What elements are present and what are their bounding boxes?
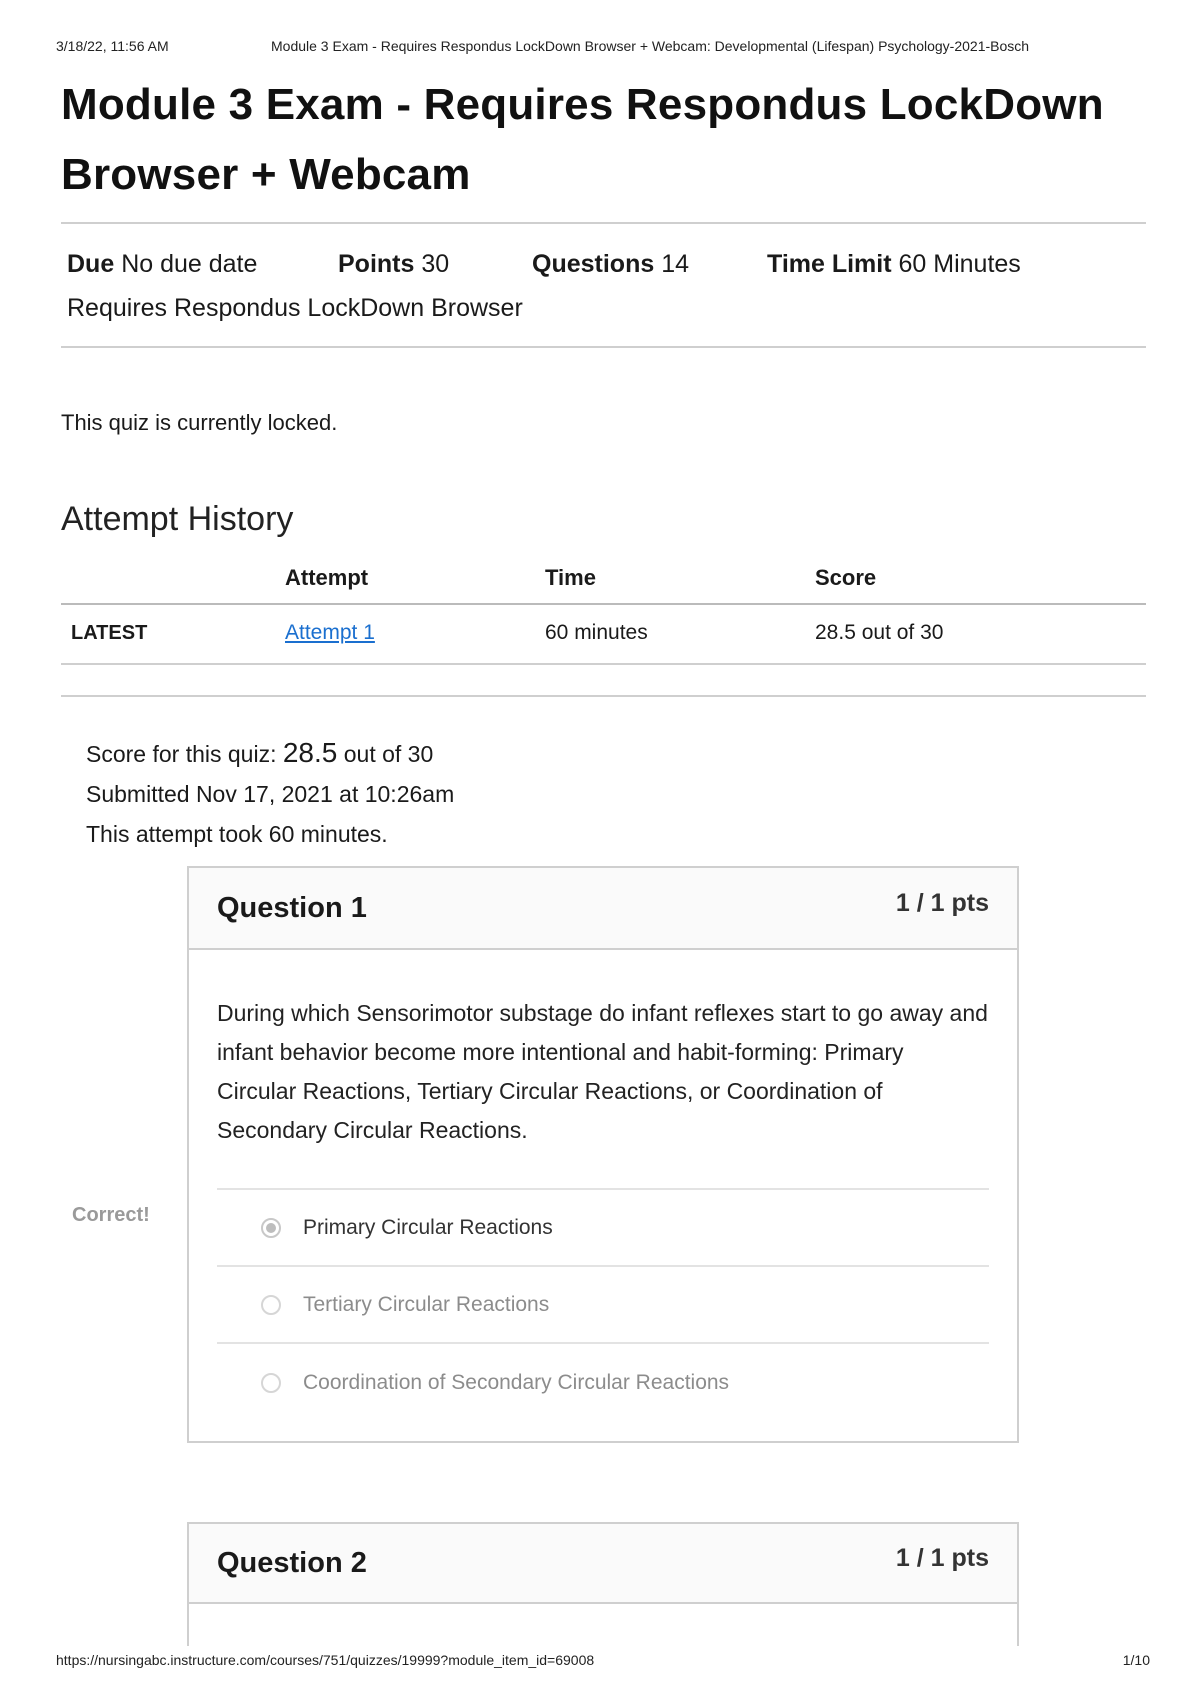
meta-questions-label: Questions (532, 250, 655, 278)
meta-time-limit-value: 60 Minutes (898, 250, 1021, 278)
score-suffix: out of 30 (337, 741, 434, 767)
quiz-score (86, 733, 1146, 774)
question-text: During which Sensorimotor substage do infant reflexes start to go away and infant behavior become more intentional and habit-forming: Primary Circular Reactions, Tertiary Circular Reactions, or Coordination of Secondary Circular Reactions. (217, 1000, 988, 1143)
question-card-2 (187, 1522, 1019, 1646)
question-header (189, 1524, 1017, 1604)
meta-points (338, 242, 449, 286)
radio-empty-icon (261, 1295, 281, 1315)
correct-indicator: Correct! (72, 1204, 150, 1226)
print-doc-title: Module 3 Exam - Requires Respondus LockDown Browser + Webcam: Developmental (Lifespan) Psychology-2021-Bosch (271, 38, 1030, 54)
answer-label: Coordination of Secondary Circular Reactions (303, 1370, 730, 1394)
answer-list (217, 1188, 989, 1421)
meta-questions (532, 242, 689, 286)
question-header (189, 868, 1017, 950)
answer-label: Tertiary Circular Reactions (303, 1292, 550, 1316)
question-title: Question 1 (217, 891, 367, 924)
question-card-1 (187, 866, 1019, 1443)
table-row (61, 604, 1146, 664)
column-header-time: Time (545, 559, 815, 604)
meta-questions-value: 14 (661, 250, 690, 278)
score-prefix: Score for this quiz: (86, 741, 283, 767)
meta-points-value: 30 (421, 250, 450, 278)
radio-empty-icon (261, 1373, 281, 1393)
score-value: 28.5 (282, 737, 338, 768)
attempt-score: 28.5 out of 30 (815, 604, 1146, 664)
attempt-1-link[interactable]: Attempt 1 (285, 621, 375, 644)
radio-selected-icon (261, 1218, 281, 1238)
submitted-time: Submitted Nov 17, 2021 at 10:26am (86, 781, 455, 807)
attempt-history-table (61, 559, 1146, 665)
question-title: Question 2 (217, 1546, 367, 1579)
column-header-score: Score (815, 559, 1146, 604)
answer-option (217, 1267, 989, 1344)
score-summary (61, 733, 1146, 854)
latest-tag: LATEST (61, 604, 285, 664)
page-number: 1/10 (1122, 1652, 1150, 1668)
question-points: 1 / 1 pts (895, 1543, 989, 1572)
meta-due-value: No due date (121, 250, 258, 278)
meta-points-label: Points (338, 250, 415, 278)
attempt-time: 60 minutes (545, 604, 815, 664)
attempt-duration: This attempt took 60 minutes. (86, 821, 388, 847)
page-title: Module 3 Exam - Requires Respondus LockDown Browser + Webcam (61, 80, 1104, 199)
print-datetime: 3/18/22, 11:56 AM (56, 38, 169, 54)
table-header-row (61, 559, 1146, 604)
meta-time-limit-label: Time Limit (767, 250, 892, 278)
answer-option (217, 1190, 989, 1267)
divider (61, 695, 1146, 697)
meta-due (67, 242, 257, 286)
meta-time-limit (767, 242, 1021, 286)
locked-message: This quiz is currently locked. (61, 410, 338, 435)
divider (61, 346, 1146, 348)
question-points: 1 / 1 pts (895, 888, 989, 917)
print-url: https://nursingabc.instructure.com/courses/751/quizzes/19999?module_item_id=69008 (56, 1652, 595, 1668)
column-header-attempt: Attempt (285, 559, 545, 604)
main-content (61, 70, 1146, 854)
answer-option (217, 1344, 989, 1421)
column-header (61, 559, 285, 604)
meta-requirement: Requires Respondus LockDown Browser (67, 294, 523, 322)
meta-due-label: Due (67, 250, 115, 278)
quiz-meta (61, 224, 1146, 346)
answer-label: Primary Circular Reactions (303, 1215, 553, 1239)
question-body (189, 950, 1017, 1441)
attempt-history-heading: Attempt History (61, 500, 294, 538)
